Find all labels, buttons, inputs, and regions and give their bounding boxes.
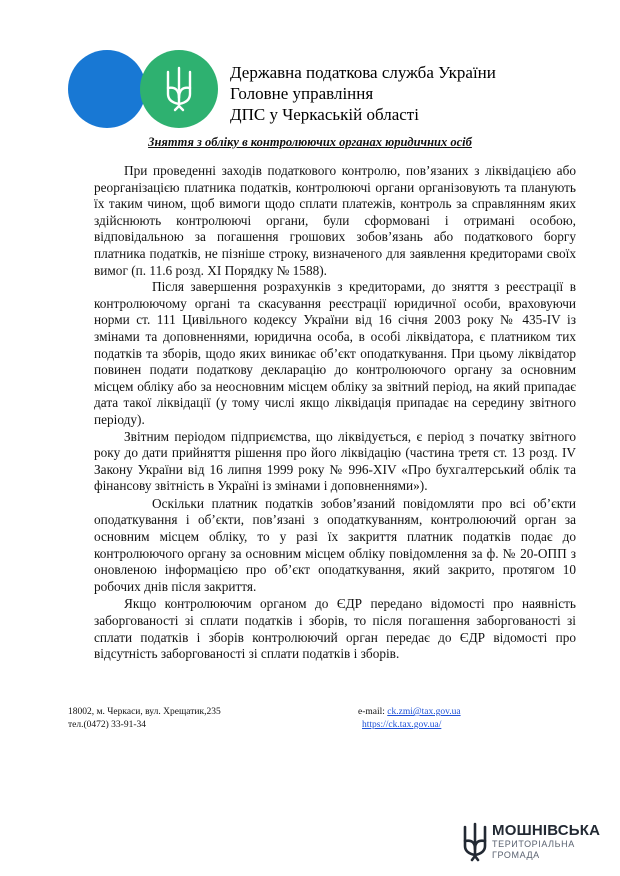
org-line-2: Головне управління [230,84,374,103]
footer-contacts [68,706,221,732]
brand-subtitle-1: ТЕРИТОРІАЛЬНА [492,839,575,849]
trident-icon [164,66,194,112]
org-line-1: Державна податкова служба України [230,63,496,82]
brand-trident-icon [462,822,488,862]
logo-green-circle [140,50,218,128]
paragraph-5: Якщо контролюючим органом до ЄДР передано відомості про наявність заборгованості зі сплати податків і зборів, то після погашення заборгованості зі сплати податків і зборів контролюючий орган передає до ЄДР відомості про відсутність заборгованості зі сплати податків і зборів. [94,596,576,662]
footer-phone: тел.(0472) 33-91-34 [68,720,147,730]
document-body [94,163,576,663]
brand-name: МОШНІВСЬКА [492,822,601,839]
brand-subtitle-2: ГРОМАДА [492,850,540,860]
org-line-3: ДПС у Черкаській області [230,105,419,124]
organization-name [230,62,496,125]
footer-online [358,706,461,732]
paragraph-2: Після завершення розрахунків з кредиторами, до зняття з реєстрації в контролюючому органі та скасування реєстрації юридичної особи, враховуючи норми ст. 111 Цивільного кодексу України від 16 січня 2003 року № 435-IV із змінами та доповненнями, юридична особа, в особі ліквідатора, є платником тих податків та зборів, щодо яких виникає об’єкт оподаткування. При цьому ліквідатор повинен подати податкову декларацію до контролюючого органу за основним місцем обліку або за неосновним місцем обліку за звітний період, на який припадає дата такої ліквідації (у тому числі якщо ліквідація припадає на середину звітного періоду). [94,279,576,427]
document-title: Зняття з обліку в контролюючих органах юридичних осіб [148,135,472,149]
paragraph-3: Звітним періодом підприємства, що ліквідується, є період з початку звітного року до дати прийняття рішення про його ліквідацію (частина третя ст. 13 розд. IV Закону України від 16 липня 1999 року № 996-XIV «Про бухгалтерський облік та фінансову звітність в Україні із змінами і доповненнями»). [94,428,576,494]
brand-logo [462,820,612,866]
logo-blue-circle [68,50,146,128]
website-link[interactable]: https://ck.tax.gov.ua/ [362,720,442,730]
paragraph-4: Оскільки платник податків зобов’язаний повідомляти про всі об’єкти оподаткування і об’єкти, пов’язані з оподаткуванням, контролюючий орган за основним місцем обліку, то у разі їх закриття платник податків подає до контролюючого органу за основним місцем обліку повідомлення за ф. № 20-ОПП з оновленою інформацією про об’єкт оподаткування, який закрито, протягом 10 робочих днів після закриття. [94,495,576,594]
email-label: e-mail: [358,707,388,717]
email-link[interactable]: ck.zmi@tax.gov.ua [387,707,461,717]
paragraph-1: При проведенні заходів податкового контролю, пов’язаних з ліквідацією або реорганізацією платника податків, контролюючі органи організовують та планують їх таким чином, щоб вимоги щодо сплати платежів, контроль за справлянням яких здійснюють контролюючі органи, були сформовані і отримані особою, відповідальною за погашення грошових зобов’язань або податкового боргу платника податків, не пізніше строку, визначеного для заявлення кредиторами своїх вимог (п. 11.6 розд. ХІ Порядку № 1588). [94,163,576,278]
footer-address: 18002, м. Черкаси, вул. Хрещатик,235 [68,707,221,717]
